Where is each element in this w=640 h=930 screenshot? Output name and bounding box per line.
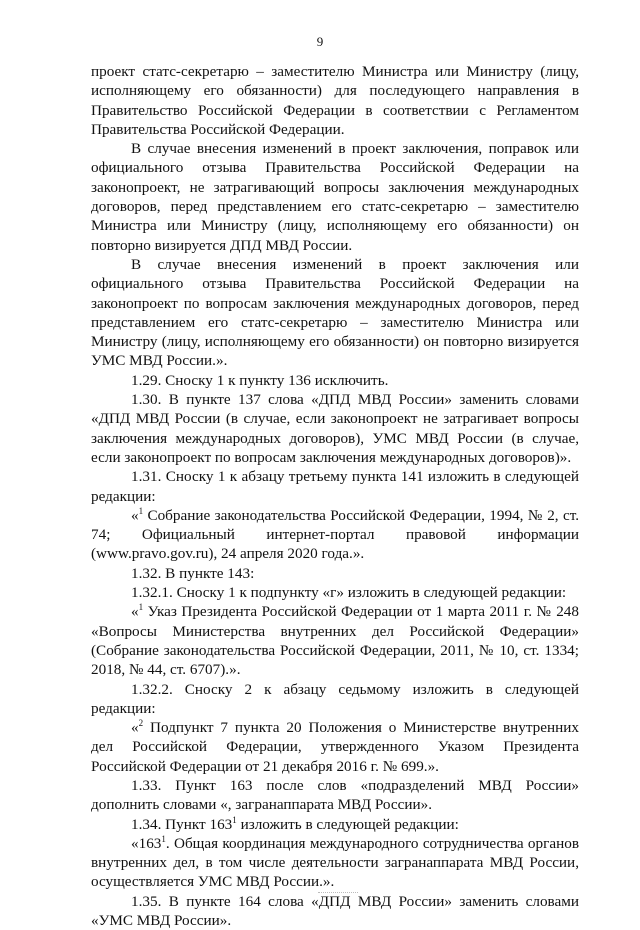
superscript-marker: 1: [161, 833, 166, 844]
footnote-marker: 1: [138, 602, 144, 613]
quote-open: «: [131, 506, 139, 524]
paragraph-amendment-case-1: В случае внесения изменений в проект заключения, поправок или официального отзыва Правительства Российской Федерации на законопроект, не затрагивающий вопросы заключения международных договоров, перед представлением его статс-секретарю – заместителю Министра или Министру (лицу, исполняющему его обязанности) он повторно визируется ДПД МВД России.: [91, 140, 579, 254]
item-163-1-text: [91, 834, 579, 892]
page-number: 9: [316, 34, 324, 49]
item-1-31: 1.31. Сноску 1 к абзацу третьему пункта 141 изложить в следующей редакции:: [91, 468, 579, 505]
quote-open: «: [131, 719, 139, 737]
item-1-32-2: 1.32.2. Сноску 2 к абзацу седьмому изложить в следующей редакции:: [91, 680, 579, 717]
item-text: 1.34. Пункт 163: [131, 815, 233, 833]
scan-artifact: [318, 892, 358, 895]
footnote-marker: 2: [138, 718, 144, 729]
footnote-body: Собрание законодательства Российской Федерации, 1994, № 2, ст. 74; Официальный интернет-портал правовой информации (www.pravo.gov.ru), 24 апреля 2020 года.».: [91, 506, 579, 563]
item-text: . Общая координация международного сотрудничества органов внутренних дел, в том числе деятельности загранаппарата МВД России, осуществляется УМС МВД России.».: [91, 834, 579, 891]
item-1-32: 1.32. В пункте 143:: [131, 564, 255, 582]
footnote-marker: 1: [138, 505, 144, 516]
quote-open: «: [131, 603, 139, 621]
item-1-34: [91, 815, 579, 834]
footnote-text-1-31: [91, 506, 579, 564]
item-1-33: 1.33. Пункт 163 после слов «подразделений МВД России» дополнить словами «, загранаппарата МВД России».: [91, 776, 579, 814]
item-1-35: 1.35. В пункте 164 слова «ДПД МВД России» заменить словами «УМС МВД России».: [91, 892, 579, 930]
footnote-text-1-32-1: [91, 602, 579, 679]
paragraph-amendment-case-2: В случае внесения изменений в проект заключения или официального отзыва Правительства Российской Федерации на законопроект по вопросам заключения международных договоров, перед представлением его статс-секретарю – заместителю Министра или Министру (лицу, исполняющему его обязанности) он повторно визируется УМС МВД России.».: [91, 255, 579, 370]
footnote-body: Подпункт 7 пункта 20 Положения о Министерстве внутренних дел Российской Федерации, утвержденного Указом Президента Российской Федерации от 21 декабря 2016 г. № 699.».: [91, 719, 579, 775]
item-text: изложить в следующей редакции:: [236, 815, 459, 833]
paragraph-continuation: проект статс-секретарю – заместителю Министра или Министру (лицу, исполняющему его обязанности) для последующего направления в Правительство Российской Федерации в соответствии с Регламентом Правительства Российской Федерации.: [91, 63, 579, 138]
superscript-marker: 1: [232, 814, 237, 825]
item-1-30: 1.30. В пункте 137 слова «ДПД МВД России» заменить словами «ДПД МВД России (в случае, если законопроект не затрагивает вопросы заключения международных договоров), УМС МВД России (в случае, если законопроект по вопросам заключения международных договоров)».: [91, 391, 579, 466]
item-1-32-1: 1.32.1. Сноску 1 к подпункту «г» изложить в следующей редакции:: [131, 584, 567, 602]
footnote-text-1-32-2: [91, 718, 579, 776]
footnote-body: Указ Президента Российской Федерации от 1 марта 2011 г. № 248 «Вопросы Министерства внутренних дел Российской Федерации» (Собрание законодательства Российской Федерации, 2011, № 10, ст. 1334; 2018, № 44, ст. 6707).».: [91, 603, 579, 679]
item-1-29: 1.29. Сноску 1 к пункту 136 исключить.: [131, 371, 389, 389]
document-body: [91, 62, 579, 930]
item-text: «163: [131, 834, 162, 852]
